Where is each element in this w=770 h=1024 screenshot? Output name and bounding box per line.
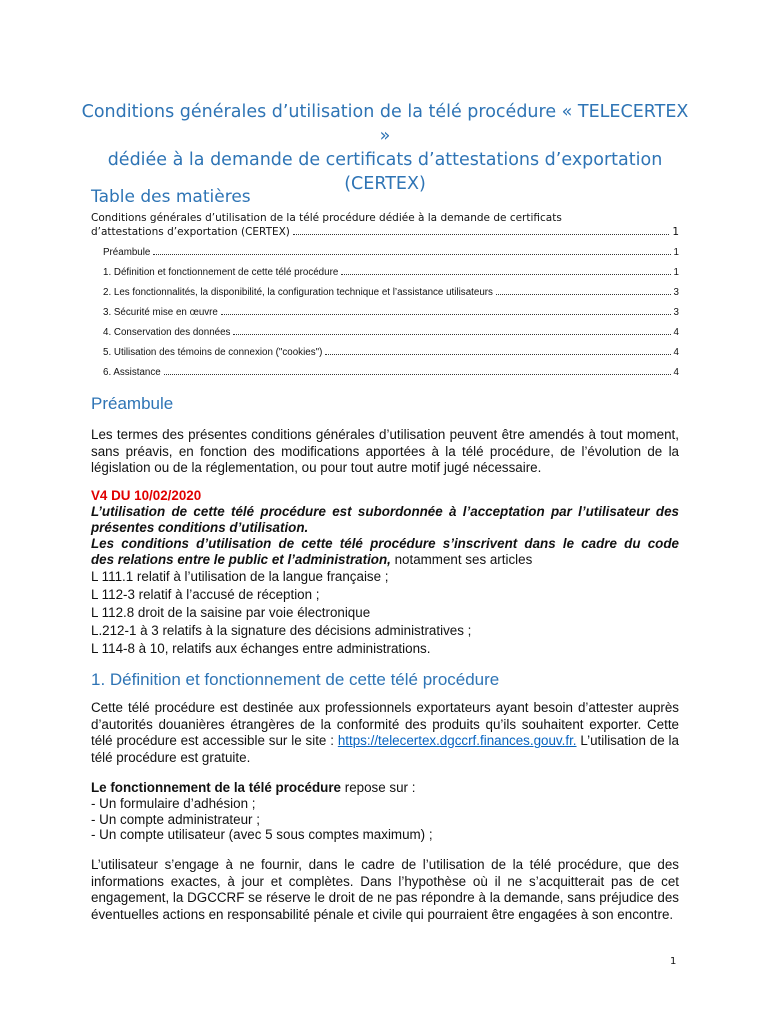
- version-label: V4 DU 10/02/2020: [91, 488, 202, 503]
- framework-tail: notamment ses articles: [390, 552, 533, 567]
- toc-entry-page: 4: [673, 347, 679, 358]
- toc-entry-label: 3. Sécurité mise en œuvre: [103, 307, 218, 318]
- fonctionnement-bold: Le fonctionnement de la télé procédure: [91, 780, 342, 795]
- framework-line-2: des relations entre le public et l’administration,: [91, 552, 391, 567]
- toc-entry-label: Préambule: [103, 247, 151, 258]
- title-line-1: Conditions générales d’utilisation de la télé procédure « TELECERTEX »: [81, 102, 689, 146]
- acceptance-line-1: L’utilisation de cette télé procédure est subordonnée à l’acceptation par l’utilisateur des: [91, 504, 679, 519]
- section1-heading: 1. Définition et fonctionnement de cette télé procédure: [91, 670, 500, 689]
- toc-entry-label: 5. Utilisation des témoins de connexion ("cookies"): [103, 347, 323, 358]
- toc-entry[interactable]: [91, 343, 679, 363]
- document-title: [80, 100, 690, 196]
- toc-entry-page: 4: [673, 327, 679, 338]
- toc-entry-page: 1: [672, 226, 679, 238]
- article-item: L 111.1 relatif à l’utilisation de la langue française ;: [91, 569, 389, 584]
- toc-entry-main-line2: d’attestations d’exportation (CERTEX): [91, 226, 290, 238]
- framework-line-1: Les conditions d’utilisation de cette télé procédure s’inscrivent dans le cadre du code: [91, 536, 679, 551]
- article-item: L 112-3 relatif à l’accusé de réception ;: [91, 587, 320, 602]
- toc-entry-page: 1: [673, 267, 679, 278]
- preambule-paragraph: Les termes des présentes conditions générales d’utilisation peuvent être amendés à tout moment, sans préavis, en fonction des modifications apportées à la télé procédure, de l’évolution de la législation ou de la réglementation, ou pour tout autre motif jugé nécessaire.: [91, 427, 679, 475]
- toc-entry[interactable]: [91, 263, 679, 283]
- toc-entry-page: 4: [673, 367, 679, 378]
- toc-entry-label: 2. Les fonctionnalités, la disponibilité, la configuration technique et l’assistance utilisateurs: [103, 287, 493, 298]
- fonctionnement-block: [91, 780, 679, 843]
- toc-entry-page: 3: [673, 307, 679, 318]
- toc-entry-main-line1: Conditions générales d’utilisation de la télé procédure dédiée à la demande de certificats: [91, 212, 562, 224]
- toc-entry[interactable]: [91, 283, 679, 303]
- toc-entry[interactable]: [91, 363, 679, 383]
- section1-paragraph-2: L’utilisateur s’engage à ne fournir, dans le cadre de l’utilisation de la télé procédure, que des informations exactes, à jour et complètes. Dans l’hypothèse où il ne s’acquitterait pas de cet engagement, la DGCCRF se réserve le droit de ne pas répondre à la demande, sans préjudice des éventuelles actions en responsabilité pénale et civile qui pourraient être engagées à son encontre.: [91, 857, 679, 922]
- toc-entry-page: 3: [673, 287, 679, 298]
- section1-paragraph-1-start: Cette télé procédure est destinée aux professionnels exportateurs ayant besoin d’attester auprès d’autorités douanières étrangères de la conformité des produits qu’ils souhaitent exporter. Cette télé procédure est accessible sur le site :: [91, 700, 679, 748]
- telecertex-link[interactable]: https://telecertex.dgccrf.finances.gouv.fr.: [337, 733, 577, 748]
- list-item: - Un compte utilisateur (avec 5 sous comptes maximum) ;: [91, 827, 433, 843]
- toc-entry-main[interactable]: [91, 211, 679, 239]
- section1-paragraph-1-end: L’utilisation de la télé procédure est gratuite.: [91, 733, 679, 765]
- article-item: L 112.8 droit de la saisine par voie électronique: [91, 605, 371, 620]
- article-item: L.212-1 à 3 relatifs à la signature des décisions administratives ;: [91, 623, 472, 638]
- article-item: L 114-8 à 10, relatifs aux échanges entre administrations.: [91, 641, 431, 656]
- title-line-3: (CERTEX): [344, 174, 426, 194]
- toc-entry[interactable]: [91, 323, 679, 343]
- toc-entry-label: 1. Définition et fonctionnement de cette télé procédure: [103, 267, 339, 278]
- page-number: 1: [670, 956, 677, 967]
- toc-heading: Table des matières: [91, 187, 251, 207]
- toc-entry-label: 6. Assistance: [103, 367, 161, 378]
- list-item: - Un formulaire d’adhésion ;: [91, 795, 256, 811]
- toc-entry-label: 4. Conservation des données: [103, 327, 231, 338]
- title-line-2: dédiée à la demande de certificats d’attestations d’exportation: [107, 150, 663, 170]
- toc-entry-page: 1: [673, 247, 679, 258]
- toc-entry[interactable]: [91, 303, 679, 323]
- preambule-conditions: [91, 488, 679, 658]
- section1-paragraph-1: [91, 700, 679, 766]
- table-of-contents: [91, 211, 679, 383]
- toc-entry[interactable]: [91, 243, 679, 263]
- preambule-heading: Préambule: [91, 394, 174, 413]
- acceptance-line-2: présentes conditions d’utilisation.: [91, 520, 309, 535]
- fonctionnement-rest: repose sur :: [341, 780, 416, 795]
- list-item: - Un compte administrateur ;: [91, 811, 260, 827]
